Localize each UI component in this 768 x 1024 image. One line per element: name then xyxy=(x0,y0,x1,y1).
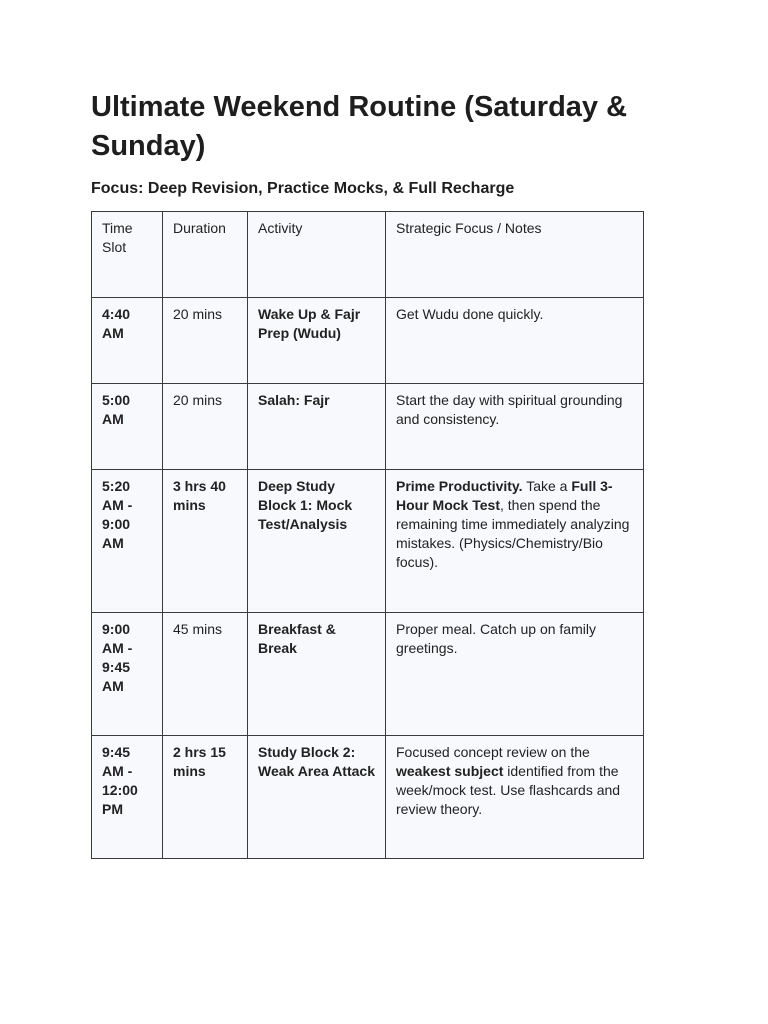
notes-emphasis: weakest subject xyxy=(396,763,504,779)
page-title: Ultimate Weekend Routine (Saturday & Sunday) xyxy=(91,91,628,162)
notes-text: , then spend the remaining time immediately analyzing mistakes. (Physics/Chemistry/Bio focus). xyxy=(396,497,630,570)
document-page xyxy=(91,88,643,859)
notes-text: Get Wudu done quickly. xyxy=(396,306,544,322)
notes-text: Take a xyxy=(522,478,572,494)
notes-cell xyxy=(386,736,644,859)
notes-cell xyxy=(386,384,644,470)
table-row xyxy=(92,736,644,859)
notes-text: Proper meal. Catch up on family greetings. xyxy=(396,621,596,656)
activity-cell: Study Block 2: Weak Area Attack xyxy=(248,736,386,859)
header-activity: Activity xyxy=(248,212,386,298)
notes-text: Start the day with spiritual grounding and consistency. xyxy=(396,392,623,427)
header-duration: Duration xyxy=(163,212,248,298)
activity-cell: Wake Up & Fajr Prep (Wudu) xyxy=(248,298,386,384)
table-row xyxy=(92,613,644,736)
time-cell: 4:40 AM xyxy=(92,298,163,384)
duration-cell: 20 mins xyxy=(163,298,248,384)
duration-cell: 45 mins xyxy=(163,613,248,736)
table-header-row xyxy=(92,212,644,298)
duration-cell: 2 hrs 15 mins xyxy=(163,736,248,859)
activity-cell: Deep Study Block 1: Mock Test/Analysis xyxy=(248,470,386,613)
notes-text: Focused concept review on the xyxy=(396,744,590,760)
table-row xyxy=(92,470,644,613)
activity-cell: Salah: Fajr xyxy=(248,384,386,470)
duration-cell: 20 mins xyxy=(163,384,248,470)
time-cell: 9:45 AM - 12:00 PM xyxy=(92,736,163,859)
notes-cell xyxy=(386,298,644,384)
routine-table xyxy=(91,211,644,859)
page-subtitle: Focus: Deep Revision, Practice Mocks, & Full Recharge xyxy=(91,180,515,197)
notes-emphasis: Prime Productivity. xyxy=(396,478,523,494)
notes-text: identified from the week/mock test. Use flashcards and review theory. xyxy=(396,763,621,817)
header-time-slot: Time Slot xyxy=(92,212,163,298)
notes-emphasis: Full 3-Hour Mock Test xyxy=(396,478,613,513)
time-cell: 5:00 AM xyxy=(92,384,163,470)
table-row xyxy=(92,384,644,470)
header-notes: Strategic Focus / Notes xyxy=(386,212,644,298)
notes-cell xyxy=(386,470,644,613)
duration-cell: 3 hrs 40 mins xyxy=(163,470,248,613)
table-row xyxy=(92,298,644,384)
time-cell: 9:00 AM - 9:45 AM xyxy=(92,613,163,736)
activity-cell: Breakfast & Break xyxy=(248,613,386,736)
time-cell: 5:20 AM - 9:00 AM xyxy=(92,470,163,613)
notes-cell xyxy=(386,613,644,736)
